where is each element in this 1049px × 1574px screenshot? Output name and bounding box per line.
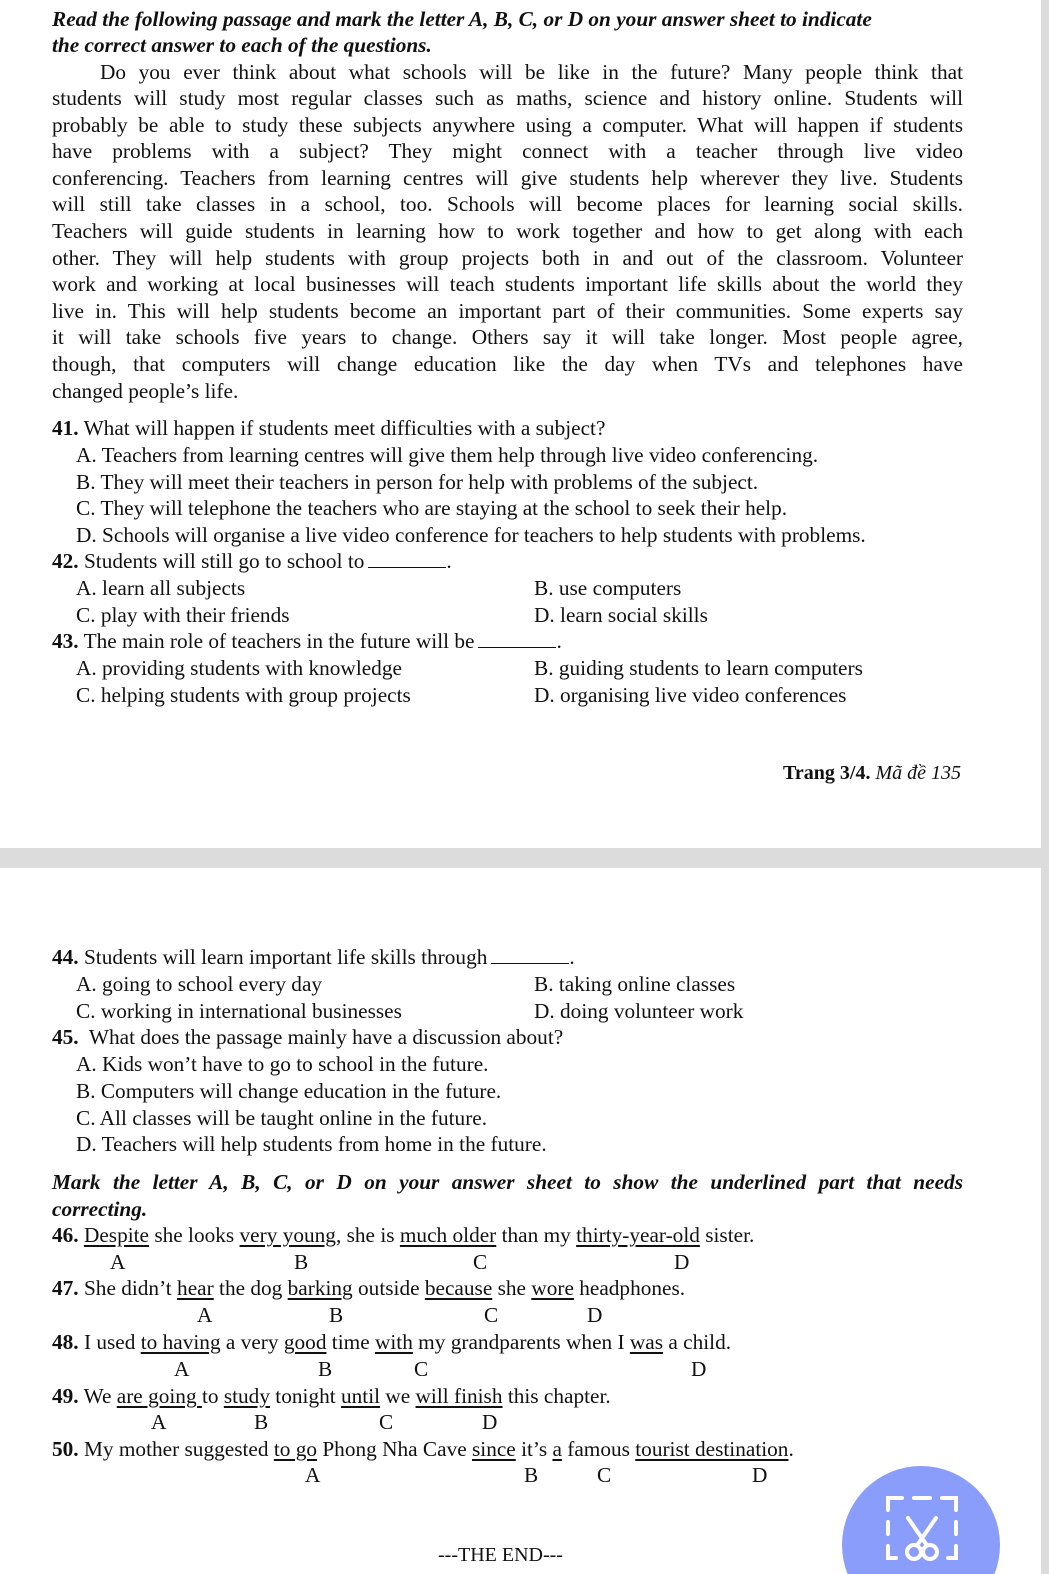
exam-code: Mã đề 135	[875, 762, 961, 784]
underlined-part-d[interactable]: will finish	[415, 1384, 503, 1408]
question-number: 44.	[52, 945, 79, 969]
option-a[interactable]: A. Kids won’t have to go to school in the future.	[76, 1052, 489, 1076]
sentence-text: .	[788, 1437, 794, 1461]
letter-d: D	[674, 1250, 690, 1274]
letter-b: B	[254, 1410, 269, 1434]
letter-d: D	[752, 1463, 768, 1487]
passage-line: though, that computers will change education like the day when TVs and telephones have	[52, 352, 963, 376]
sentence-text: sister.	[699, 1223, 755, 1247]
sentence-text: She didn’t	[83, 1276, 178, 1300]
underlined-part-c[interactable]: much older	[399, 1223, 497, 1247]
letter-a: A	[197, 1303, 213, 1327]
letter-a: A	[305, 1463, 321, 1487]
passage-line: it will take schools five years to change. Others say it will take longer. Most people agree,	[52, 325, 963, 349]
error-instruction: Mark the letter A, B, C, or D on your answer sheet to show the underlined part that needs	[52, 1170, 963, 1194]
sentence-text: this chapter.	[502, 1384, 611, 1408]
sentence-text: the dog	[213, 1276, 288, 1300]
sentence-text: time	[326, 1330, 375, 1354]
passage-line: changed people’s life.	[52, 379, 239, 403]
letter-c: C	[379, 1410, 394, 1434]
option-b[interactable]: B. use computers	[534, 576, 682, 600]
letter-b: B	[329, 1303, 344, 1327]
underlined-part-a[interactable]: to go	[273, 1437, 318, 1461]
sentence-text: it’s	[515, 1437, 553, 1461]
option-c[interactable]: C. working in international businesses	[76, 999, 402, 1023]
page-3: Read the following passage and mark the letter A, B, C, or D on your answer sheet to indicate the correct answer to each of the questions. Do you ever think about what schools will be like in the future? Many people think that students will study most regular classes such as maths, science and history online. Students will probably be able to study these subjects anywhere using a computer. What will happen if students have problems with a subject? They might connect with a teacher through live video conferencing. Teachers from learning centres will give students help wherever they live. Students will still take classes in a school, too. Schools will become places for learning social skills. Teachers will guide students in learning how to work together and how to get along with each other. They will help students with group projects both in and out of the classroom. Volunteer work and working at local businesses will teach students important life skills about the world they live in. This will help students become an important part of their communities. Some experts say it will take schools five years to change. Others say it will take longer. Most people agree, though, that computers will change education like the day when TVs and telephones have changed people’s life. 41. What will happen if students meet difficulties with a subject? A. Teachers from learning centres will give them help through live video conferencing. B. They will meet their teachers in person for help with problems of the subject. C. They will telephone the teachers who are staying at the school to seek their help. D. Schools will organise a live video conference for teachers to help students with problems. 42. Students will still go to school to . A. learn all subjects B. use computers C. play with their friends D. learn social skills 43. The main role of teachers in the future will be . A. providing students with knowledge B. guiding students to learn computers C. helping students with group projects D. organising live video conferences Trang 3/4. Mã đề 135	[0, 0, 1041, 848]
passage-line: will still take classes in a school, too. Schools will become places for learning social skills.	[52, 192, 963, 216]
underlined-part-b[interactable]: barking	[287, 1276, 353, 1300]
sentence-text: we	[380, 1384, 416, 1408]
option-a[interactable]: A. Teachers from learning centres will give them help through live video conferencing.	[76, 443, 819, 467]
question-text: The main role of teachers in the future will be	[83, 629, 475, 653]
question-number: 49.	[52, 1384, 79, 1408]
letter-b: B	[524, 1463, 539, 1487]
option-b[interactable]: B. taking online classes	[534, 972, 736, 996]
underlined-part-c[interactable]: with	[374, 1330, 413, 1354]
underlined-part-d[interactable]: wore	[531, 1276, 574, 1300]
question-text: What will happen if students meet difficulties with a subject?	[83, 416, 606, 440]
option-c[interactable]: C. play with their friends	[76, 603, 290, 627]
passage-line: students will study most regular classes such as maths, science and history online. Students will	[52, 86, 963, 110]
underlined-part-c[interactable]: a	[552, 1437, 562, 1461]
question-text: Students will learn important life skills through	[83, 945, 488, 969]
question-text: Students will still go to school to	[83, 549, 365, 573]
sentence-text: she	[492, 1276, 532, 1300]
underlined-part-a[interactable]: to having	[140, 1330, 221, 1354]
sentence-text: than my	[496, 1223, 577, 1247]
question-number: 43.	[52, 629, 79, 653]
question-number: 46.	[52, 1223, 79, 1247]
question-number: 47.	[52, 1276, 79, 1300]
option-c[interactable]: C. They will telephone the teachers who are staying at the school to seek their help.	[76, 496, 788, 520]
option-a[interactable]: A. providing students with knowledge	[76, 656, 402, 680]
answer-blank	[491, 946, 569, 964]
letter-c: C	[597, 1463, 612, 1487]
question-number: 45.	[52, 1025, 79, 1049]
sentence-text: outside	[352, 1276, 425, 1300]
letter-a: A	[110, 1250, 126, 1274]
letter-d: D	[482, 1410, 498, 1434]
letter-a: A	[151, 1410, 167, 1434]
option-d[interactable]: D. Schools will organise a live video conference for teachers to help students with problems.	[76, 523, 866, 547]
underlined-part-d[interactable]: was	[629, 1330, 664, 1354]
sentence-text: a child.	[663, 1330, 732, 1354]
option-d[interactable]: D. Teachers will help students from home in the future.	[76, 1132, 547, 1156]
letter-a: A	[174, 1357, 190, 1381]
passage-line: Do you ever think about what schools will be like in the future? Many people think that	[100, 60, 963, 84]
question-number: 42.	[52, 549, 79, 573]
passage-line: live in. This will help students become an important part of their communities. Some experts say	[52, 299, 963, 323]
question-number: 48.	[52, 1330, 79, 1354]
end-marker: ---THE END---	[438, 1544, 563, 1566]
option-b[interactable]: B. They will meet their teachers in person for help with problems of the subject.	[76, 470, 759, 494]
sentence-text: famous	[561, 1437, 636, 1461]
letter-c: C	[414, 1357, 429, 1381]
page-number: Trang 3/4.	[783, 762, 871, 784]
underlined-part-b[interactable]: study	[223, 1384, 270, 1408]
underlined-part-c[interactable]: until	[340, 1384, 381, 1408]
question-text: What does the passage mainly have a discussion about?	[88, 1025, 564, 1049]
sentence-text: to	[201, 1384, 224, 1408]
option-b[interactable]: B. guiding students to learn computers	[534, 656, 863, 680]
page-footer	[783, 760, 961, 786]
option-d[interactable]: D. organising live video conferences	[534, 683, 847, 707]
answer-blank	[478, 630, 556, 648]
letter-b: B	[318, 1357, 333, 1381]
letter-b: B	[294, 1250, 309, 1274]
question-number: 50.	[52, 1437, 79, 1461]
underlined-part-a[interactable]: hear	[177, 1276, 214, 1300]
passage-line: Teachers will guide students in learning how to work together and how to get along with each	[52, 219, 963, 243]
answer-blank	[368, 550, 446, 568]
underlined-part-b[interactable]: good	[283, 1330, 327, 1354]
sentence-text: my grandparents when I	[412, 1330, 630, 1354]
sentence-text: headphones.	[573, 1276, 686, 1300]
option-d[interactable]: D. learn social skills	[534, 603, 708, 627]
sentence-text: she looks	[149, 1223, 240, 1247]
underlined-part-b[interactable]: very young	[239, 1223, 336, 1247]
underlined-part-c[interactable]: because	[424, 1276, 493, 1300]
underlined-part-b[interactable]: since	[472, 1437, 516, 1461]
sentence-text: My mother suggested	[83, 1437, 274, 1461]
option-d[interactable]: D. doing volunteer work	[534, 999, 744, 1023]
underlined-part-a[interactable]: are going	[116, 1384, 202, 1408]
letter-c: C	[473, 1250, 488, 1274]
underlined-part-a[interactable]: Despite	[83, 1223, 150, 1247]
passage-line: probably be able to study these subjects anywhere using a computer. What will happen if students	[52, 113, 963, 137]
scissors-crop-icon	[882, 1488, 962, 1568]
sentence-text: a very	[220, 1330, 284, 1354]
reading-instruction-cont: the correct answer to each of the questions.	[52, 33, 432, 57]
passage-line: conferencing. Teachers from learning centres will give students help wherever they live. Students	[52, 166, 963, 190]
option-a[interactable]: A. learn all subjects	[76, 576, 246, 600]
option-a[interactable]: A. going to school every day	[76, 972, 323, 996]
option-c[interactable]: C. All classes will be taught online in the future.	[76, 1106, 488, 1130]
option-c[interactable]: C. helping students with group projects	[76, 683, 411, 707]
sentence-text: I used	[83, 1330, 141, 1354]
sentence-text: Phong Nha Cave	[317, 1437, 472, 1461]
passage-line: other. They will help students with group projects both in and out of the classroom. Volunteer	[52, 246, 963, 270]
letter-d: D	[587, 1303, 603, 1327]
passage-line: work and working at local businesses will teach students important life skills about the world they	[52, 272, 963, 296]
sentence-text: tonight	[269, 1384, 341, 1408]
question-number: 41.	[52, 416, 79, 440]
sentence-text: , she is	[335, 1223, 400, 1247]
reading-instruction: Read the following passage and mark the letter A, B, C, or D on your answer sheet to indicate	[52, 7, 872, 31]
option-b[interactable]: B. Computers will change education in the future.	[76, 1079, 502, 1103]
passage-line: have problems with a subject? They might connect with a teacher through live video	[52, 139, 963, 163]
underlined-part-d[interactable]: tourist destination	[635, 1437, 789, 1461]
sentence-text: We	[83, 1384, 117, 1408]
letter-c: C	[484, 1303, 499, 1327]
error-instruction-cont: correcting.	[52, 1197, 148, 1221]
underlined-part-d[interactable]: thirty-year-old	[576, 1223, 700, 1247]
letter-d: D	[691, 1357, 707, 1381]
